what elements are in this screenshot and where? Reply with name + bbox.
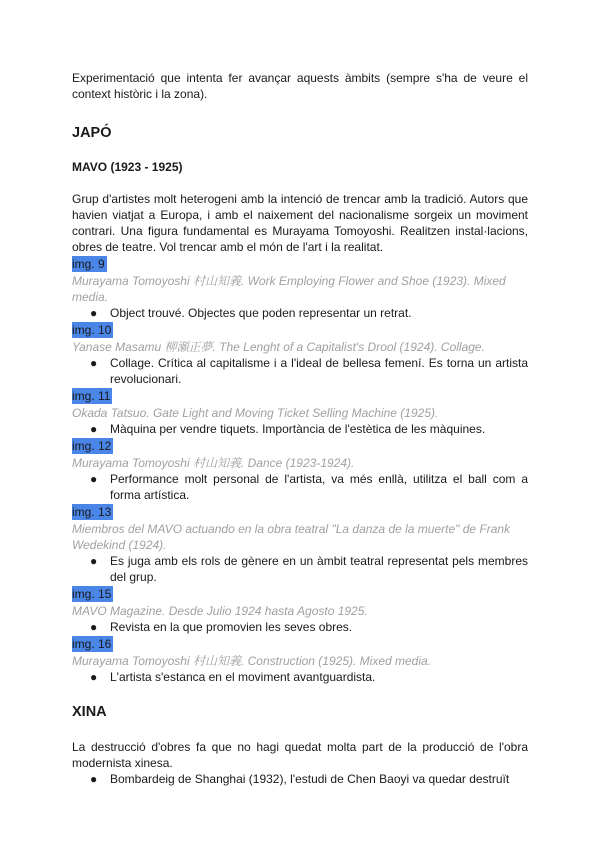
image-caption: Murayama Tomoyoshi 村山知義. Work Employing Flower and Shoe (1923). Mixed media. (72, 274, 506, 304)
bullet-icon: ● (90, 422, 98, 436)
bullet-icon: ● (90, 772, 98, 786)
image-entry (72, 503, 528, 585)
image-entries (72, 255, 528, 685)
image-entry (72, 635, 528, 685)
xina-paragraph: La destrucció d'obres fa que no hagi quedat molta part de la producció de l'obra modernista xinesa. (72, 740, 528, 770)
image-caption: Murayama Tomoyoshi 村山知義. Dance (1923-1924). (72, 456, 355, 470)
list-item-text: Es juga amb els rols de gènere en un àmbit teatral representat pels membres del grup. (110, 554, 528, 584)
bullet-icon: ● (90, 670, 98, 684)
image-caption: Yanase Masamu 柳瀬正夢. The Lenght of a Capitalist's Drool (1924). Collage. (72, 340, 485, 354)
image-tag: img. 11 (72, 389, 111, 403)
image-entry (72, 387, 528, 437)
list-item (72, 771, 528, 787)
mavo-paragraph: Grup d'artistes molt heterogeni amb la intenció de trencar amb la tradició. Autors que havien viatjat a Europa, i amb el naixement del nacionalisme sorgeix un moviment contrari. Una figura fundamental es Murayama Tomoyoshi. Realitzen instal·lacions, obres de teatre. Vol trencar amb el món de l'art i la realitat. (72, 192, 528, 254)
list-item (72, 471, 528, 503)
subheading-mavo: MAVO (1923 - 1925) (72, 160, 183, 174)
image-entry (72, 255, 528, 321)
list-item (72, 619, 528, 635)
list-item-text: L'artista s'estanca en el moviment avantguardista. (110, 670, 376, 684)
image-tag: img. 10 (72, 323, 112, 337)
bullet-icon: ● (90, 620, 98, 634)
section-heading-xina: XINA (72, 704, 107, 720)
bullet-icon: ● (90, 356, 98, 370)
image-tag: img. 9 (72, 257, 105, 271)
list-item (72, 553, 528, 585)
list-item-text: Màquina per vendre tiquets. Importància de l'estètica de les màquines. (110, 422, 486, 436)
image-caption: Murayama Tomoyoshi 村山知義. Construction (1925). Mixed media. (72, 654, 432, 668)
image-entry (72, 437, 528, 503)
image-tag: img. 16 (72, 637, 112, 651)
list-item-text: Performance molt personal de l'artista, va més enllà, utilitza el ball com a forma artística. (110, 472, 528, 502)
list-item (72, 355, 528, 387)
intro-paragraph: Experimentació que intenta fer avançar aquests àmbits (sempre s'ha de veure el context històric i la zona). (72, 71, 528, 101)
image-entry (72, 321, 528, 387)
image-tag: img. 15 (72, 587, 112, 601)
bullet-icon: ● (90, 554, 98, 568)
bullet-icon: ● (90, 306, 98, 320)
xina-list (72, 771, 528, 787)
image-tag: img. 12 (72, 439, 112, 453)
image-caption: MAVO Magazine. Desde Julio 1924 hasta Agosto 1925. (72, 604, 368, 618)
image-caption: Miembros del MAVO actuando en la obra teatral "La danza de la muerte" de Frank Wedekind (1924). (72, 522, 511, 552)
bullet-icon: ● (90, 472, 98, 486)
list-item-text: Bombardeig de Shanghai (1932), l'estudi de Chen Baoyi va quedar destruït (110, 772, 510, 786)
list-item (72, 421, 528, 437)
list-item-text: Revista en la que promovien les seves obres. (110, 620, 353, 634)
image-caption: Okada Tatsuo. Gate Light and Moving Ticket Selling Machine (1925). (72, 406, 439, 420)
section-heading-japo: JAPÓ (72, 125, 112, 141)
list-item-text: Object trouvé. Objectes que poden representar un retrat. (110, 306, 412, 320)
image-tag: img. 13 (72, 505, 112, 519)
image-entry (72, 585, 528, 635)
list-item (72, 305, 528, 321)
list-item (72, 669, 528, 685)
list-item-text: Collage. Crítica al capitalisme i a l'ideal de bellesa femení. Es torna un artista revolucionari. (110, 356, 528, 386)
document-content (72, 70, 528, 787)
